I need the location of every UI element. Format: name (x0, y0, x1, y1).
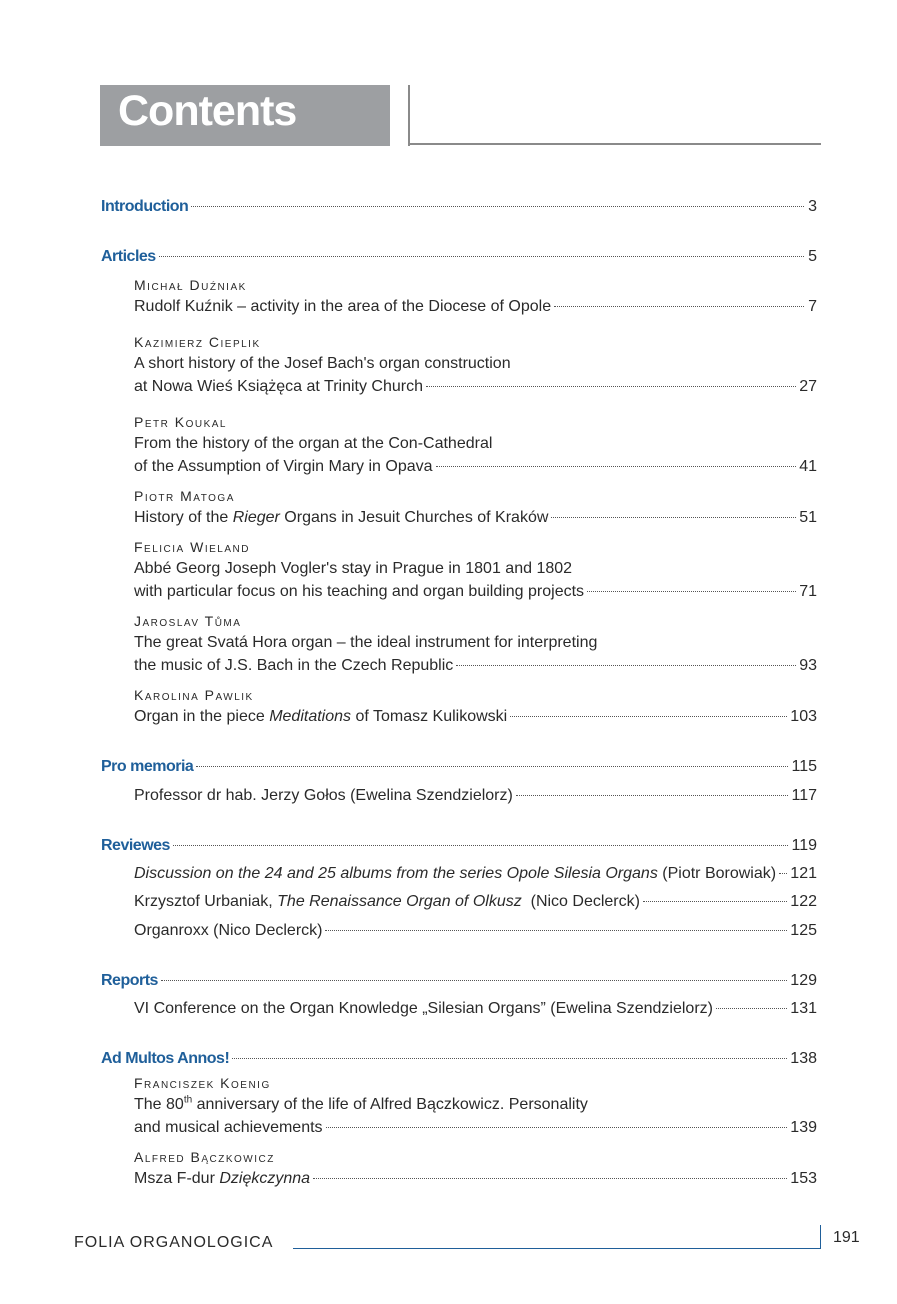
dot-leader (510, 716, 787, 717)
page-number: 71 (799, 583, 817, 600)
page-number: 117 (791, 787, 817, 804)
toc-entry[interactable] (134, 581, 817, 603)
toc-entry[interactable] (134, 1168, 817, 1190)
entry-title-line: The great Svatá Hora organ – the ideal instrument for interpreting (134, 634, 598, 651)
page-number: 41 (799, 458, 817, 475)
entry-title: and musical achievements (134, 1119, 323, 1136)
toc-entry[interactable] (134, 1117, 817, 1139)
toc-entry[interactable] (134, 863, 817, 885)
page-number: 121 (790, 865, 817, 882)
page-number: 3 (808, 198, 817, 215)
entry-title-line: Abbé Georg Joseph Vogler's stay in Prague in 1801 and 1802 (134, 560, 573, 577)
author-name: Alfred Bączkowicz (134, 1149, 275, 1165)
page-number: 93 (799, 657, 817, 674)
toc-entry[interactable] (134, 456, 817, 478)
toc-entry[interactable] (134, 998, 817, 1020)
page-number: 125 (790, 922, 817, 939)
dot-leader (313, 1178, 787, 1179)
toc-entry[interactable] (134, 891, 817, 913)
section-label: Reports (101, 972, 158, 989)
dot-leader (191, 206, 804, 207)
entry-title: Professor dr hab. Jerzy Gołos (Ewelina Szendzielorz) (134, 787, 513, 804)
toc-entry[interactable] (134, 507, 817, 529)
entry-title: Rudolf Kuźnik – activity in the area of the Diocese of Opole (134, 298, 552, 315)
toc-section-ad-multos-annos[interactable] (101, 1048, 817, 1070)
dot-leader (779, 873, 787, 874)
entry-title-line: A short history of the Josef Bach's organ construction (134, 355, 511, 372)
entry-title: Organ in the piece Meditations of Tomasz Kulikowski (134, 708, 508, 725)
dot-leader (426, 386, 796, 387)
toc-entry[interactable] (134, 376, 817, 398)
page-number: 7 (808, 298, 817, 315)
toc-entry[interactable] (134, 296, 817, 318)
page-number: 5 (808, 248, 817, 265)
author-name: Karolina Pawlik (134, 687, 254, 703)
entry-title: of the Assumption of Virgin Mary in Opava (134, 458, 433, 475)
page-number: 115 (791, 758, 817, 775)
dot-leader (643, 901, 787, 902)
dot-leader (161, 980, 787, 981)
section-label: Ad Multos Annos! (101, 1050, 230, 1067)
author-name: Kazimierz Cieplik (134, 334, 261, 350)
author-name: Piotr Matoga (134, 488, 235, 504)
dot-leader (436, 466, 797, 467)
page-number: 119 (791, 837, 817, 854)
page-title: Contents (118, 87, 297, 135)
entry-title-line: From the history of the organ at the Con-Cathedral (134, 435, 493, 452)
page-number: 138 (790, 1050, 817, 1067)
dot-leader (716, 1008, 787, 1009)
dot-leader (325, 930, 787, 931)
dot-leader (516, 795, 789, 796)
author-name: Jaroslav Tůma (134, 613, 242, 629)
footer-page-number: 191 (833, 1229, 860, 1246)
dot-leader (232, 1058, 787, 1059)
page-number: 27 (799, 378, 817, 395)
section-label: Articles (101, 248, 156, 265)
author-name: Felicia Wieland (134, 539, 250, 555)
section-label: Pro memoria (101, 758, 194, 775)
toc-section-introduction[interactable] (101, 196, 817, 218)
entry-title: at Nowa Wieś Książęca at Trinity Church (134, 378, 423, 395)
entry-title: Msza F-dur Dziękczynna (134, 1170, 311, 1187)
page-number: 122 (790, 893, 817, 910)
dot-leader (587, 591, 796, 592)
entry-title: Krzysztof Urbaniak, The Renaissance Organ of Olkusz (Nico Declerck) (134, 893, 640, 910)
toc-entry[interactable] (134, 785, 817, 807)
toc-section-reports[interactable] (101, 970, 817, 992)
page-number: 131 (790, 1000, 817, 1017)
entry-title-line: The 80th anniversary of the life of Alfred Bączkowicz. Personality (134, 1094, 588, 1113)
toc-entry[interactable] (134, 706, 817, 728)
entry-title: the music of J.S. Bach in the Czech Republic (134, 657, 454, 674)
page-number: 139 (790, 1119, 817, 1136)
dot-leader (173, 845, 789, 846)
page-number: 51 (799, 509, 817, 526)
author-name: Franciszek Koenig (134, 1075, 271, 1091)
dot-leader (196, 766, 788, 767)
entry-title: Discussion on the 24 and 25 albums from the series Opole Silesia Organs (Piotr Borowiak) (134, 865, 777, 882)
footer-rule-vertical (820, 1225, 821, 1249)
dot-leader (456, 665, 796, 666)
journal-name: FOLIA ORGANOLOGICA (74, 1234, 274, 1251)
page-number: 129 (790, 972, 817, 989)
dot-leader (159, 256, 804, 257)
section-label: Introduction (101, 198, 189, 215)
toc-section-reviewes[interactable] (101, 835, 817, 857)
dot-leader (326, 1127, 788, 1128)
toc-entry[interactable] (134, 920, 817, 942)
entry-title: Organroxx (Nico Declerck) (134, 922, 323, 939)
dot-leader (554, 306, 804, 307)
dot-leader (551, 517, 796, 518)
entry-title: History of the Rieger Organs in Jesuit Churches of Kraków (134, 509, 549, 526)
author-name: Petr Koukal (134, 414, 227, 430)
title-rule-vertical (408, 85, 410, 146)
entry-title: with particular focus on his teaching and organ building projects (134, 583, 585, 600)
footer-rule-horizontal (293, 1248, 820, 1249)
page-number: 103 (790, 708, 817, 725)
toc-section-pro-memoria[interactable] (101, 756, 817, 778)
title-rule-horizontal (408, 143, 821, 145)
toc-entry[interactable] (134, 655, 817, 677)
entry-title: VI Conference on the Organ Knowledge „Silesian Organs” (Ewelina Szendzielorz) (134, 1000, 713, 1017)
section-label: Reviewes (101, 837, 170, 854)
toc-section-articles[interactable] (101, 246, 817, 268)
title-box (100, 85, 390, 146)
author-name: Michał Duźniak (134, 277, 247, 293)
page-number: 153 (790, 1170, 817, 1187)
